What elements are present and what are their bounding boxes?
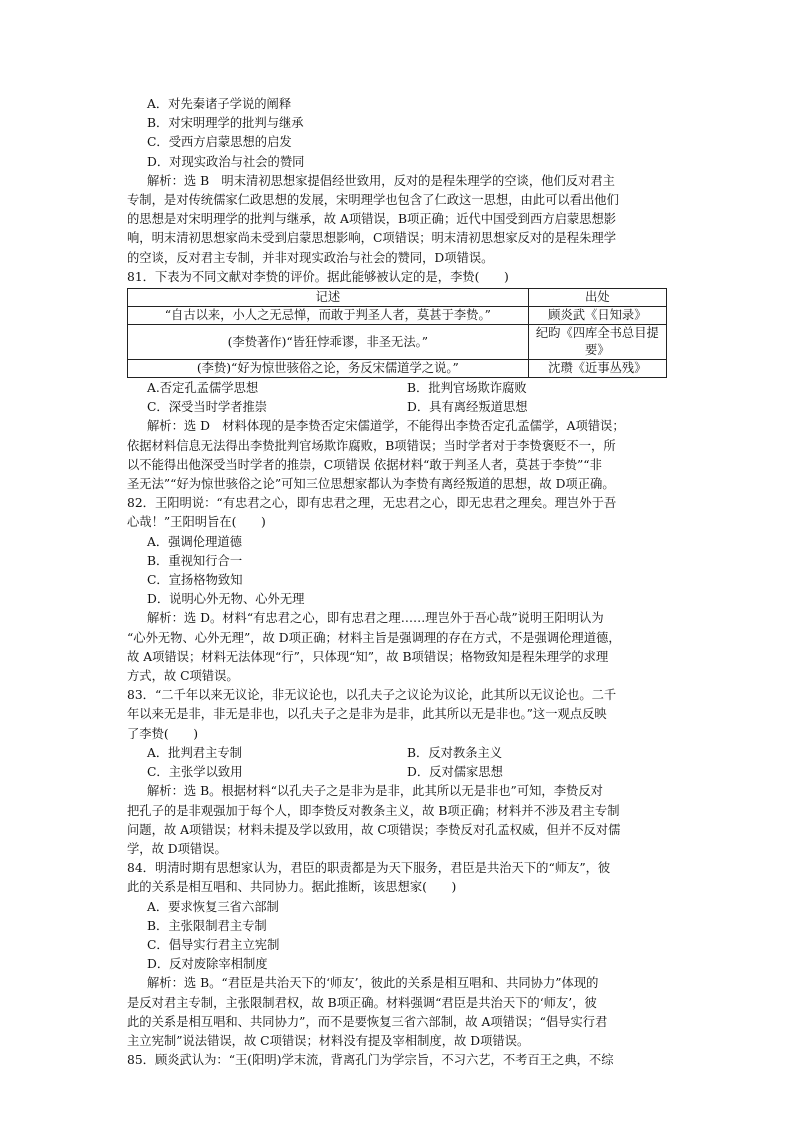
option-b: B．主张限制君主专制 <box>147 918 267 933</box>
analysis-line: 专制，是对传统儒家仁政思想的发展，宋明理学也包含了仁政这一思想，由此可以看出他们 <box>127 193 619 208</box>
question-stem: 年以来无是非，非无是非也，以孔夫子之是非为是非，此其所以无是非也。”这一观点反映 <box>127 707 607 722</box>
analysis-line: 问题，故 A项错误；材料未提及学以致用，故 C项错误；李贽反对孔孟权威，但并不反对儒 <box>127 822 621 837</box>
option-d: D．说明心外无物、心外无理 <box>147 592 305 607</box>
analysis-line: “心外无物、心外无理”，故 D项正确；材料主旨是强调理的存在方式，不是强调伦理道德， <box>127 630 621 645</box>
option-d: D．反对废除宰相制度 <box>147 957 268 972</box>
question-85 <box>127 1051 672 1070</box>
question-84 <box>127 859 672 1051</box>
analysis-line: 的思想是对宋明理学的批判与继承，故 A项错误，B项正确；近代中国受到西方启蒙思想影 <box>127 212 617 227</box>
analysis-line: 解析：选 D。材料“有忠君之心，即有忠君之理……理岂外于吾心哉”说明王阳明认为 <box>147 611 604 626</box>
option-c: C．倡导实行君主立宪制 <box>147 937 280 952</box>
evaluation-table <box>127 288 667 378</box>
option-a: A．强调伦理道德 <box>147 534 242 549</box>
question-stem: 81．下表为不同文献对李贽的评价。据此能够被认定的是，李贽( ) <box>127 269 509 284</box>
table-cell-record: “自古以来，小人之无忌惮，而敢于判圣人者，莫甚于李贽。” <box>128 307 529 325</box>
table-header-record: 记述 <box>128 289 529 307</box>
analysis-line: 解析：选 D 材料体现的是李贽否定宋儒道学，不能得出李贽否定孔孟儒学，A项错误； <box>147 419 625 434</box>
option-c: C．深受当时学者推崇 <box>147 400 268 415</box>
options-row <box>127 744 672 763</box>
table-header-source: 出处 <box>528 289 666 307</box>
analysis-line: 是反对君主专制，主张限制君权，故 B项正确。材料强调“君臣是共治天下的‘师友’，彼 <box>127 995 597 1010</box>
question-stem: 85．顾炎武认为：“王(阳明)学末流，背离孔门为学宗旨，不习六艺，不考百王之典，不综 <box>127 1053 614 1068</box>
question-stem: 84．明清时期有思想家认为，君臣的职责都是为天下服务，君臣是共治天下的“师友”，彼 <box>127 861 611 876</box>
question-82 <box>127 494 672 686</box>
option-c: C．宣扬格物致知 <box>147 573 243 588</box>
table-cell-record: (李贽)“好为惊世骇俗之论，务反宋儒道学之说。” <box>128 360 529 378</box>
option-d: D．反对儒家思想 <box>407 765 503 780</box>
analysis-line: 解析：选 B 明末清初思想家提倡经世致用，反对的是程朱理学的空谈，他们反对君主 <box>147 173 615 188</box>
option-a: A．要求恢复三省六部制 <box>147 899 279 914</box>
analysis-line: 方式，故 C项错误。 <box>127 669 239 684</box>
question-83 <box>127 686 672 859</box>
analysis-line: 解析：选 B。“君臣是共治天下的‘师友’，彼此的关系是相互唱和、共同协力”体现的 <box>147 976 599 991</box>
question-stem: 此的关系是相互唱和、共同协力。据此推断，该思想家( ) <box>127 880 457 895</box>
analysis-line: 把孔子的是非观强加于每个人，即李贽反对教条主义，故 B项正确；材料并不涉及君主专制 <box>127 803 620 818</box>
option-a: A．对先秦诸子学说的阐释 <box>147 97 292 111</box>
option-b: B．重视知行合一 <box>147 553 243 568</box>
options-row <box>127 398 672 417</box>
analysis-line: 响，明末清初思想家尚未受到启蒙思想影响，C项错误；明末清初思想家反对的是程朱理学 <box>127 231 616 246</box>
options-row <box>127 763 672 782</box>
option-c: C．主张学以致用 <box>147 765 243 780</box>
question-80 <box>127 95 672 268</box>
option-b: B．反对教条主义 <box>407 745 503 760</box>
table-row <box>128 307 667 325</box>
table-cell-record: (李贽著作)“皆狂悖乖谬，非圣无法。” <box>128 325 529 360</box>
analysis-line: 解析：选 B。根据材料“以孔夫子之是非为是非，此其所以无是非也”可知，李贽反对 <box>147 784 603 799</box>
analysis-line: 以不能得出他深受当时学者的推崇，C项错误 依据材料“敢于判圣人者，莫甚于李贽”“非 <box>127 457 602 472</box>
option-a: A．批判君主专制 <box>147 745 242 760</box>
options-row <box>127 379 672 398</box>
table-row <box>128 360 667 378</box>
option-b: B．对宋明理学的批判与继承 <box>147 116 304 131</box>
question-stem: 83．“二千年以来无议论，非无议论也，以孔夫子之议论为议论，此其所以无议论也。二千 <box>127 688 617 703</box>
option-a: A.否定孔孟儒学思想 <box>147 381 259 396</box>
question-stem: 了李贽( ) <box>127 726 199 741</box>
analysis-line: 圣无法”“好为惊世骇俗之论”可知三位思想家都认为李贽有离经叛道的思想，故 D项正确。 <box>127 477 615 492</box>
question-stem: 心哉！”王阳明旨在( ) <box>127 515 266 530</box>
table-header-row <box>128 289 667 307</box>
table-cell-source: 沈瓒《近事丛残》 <box>528 360 666 378</box>
analysis-line: 学，故 D项错误。 <box>127 841 227 856</box>
table-cell-source: 纪昀《四库全书总目提要》 <box>528 325 666 360</box>
analysis-line: 依据材料信息无法得出李贽批判官场欺诈腐败，B项错误；当时学者对于李贽褒贬不一，所 <box>127 438 616 453</box>
analysis-line: 主立宪制”说法错误，故 C项错误；材料没有提及宰相制度，故 D项错误。 <box>127 1033 530 1048</box>
option-c: C．受西方启蒙思想的启发 <box>147 135 292 150</box>
option-b: B．批判官场欺诈腐败 <box>407 381 527 396</box>
analysis-line: 故 A项错误；材料无法体现“行”，只体现“知”，故 B项错误；格物致知是程朱理学的求理 <box>127 649 609 664</box>
option-d: D．具有离经叛道思想 <box>407 400 528 415</box>
table-row <box>128 325 667 360</box>
analysis-line: 此的关系是相互唱和、共同协力”，而不是要恢复三省六部制，故 A项错误；“倡导实行君 <box>127 1014 608 1029</box>
question-stem: 82．王阳明说：“有忠君之心，即有忠君之理，无忠君之心，即无忠君之理矣。理岂外于吾 <box>127 496 617 511</box>
question-81 <box>127 268 672 494</box>
table-cell-source: 顾炎武《日知录》 <box>528 307 666 325</box>
option-d: D．对现实政治与社会的赞同 <box>147 154 305 169</box>
analysis-line: 的空谈，反对君主专制，并非对现实政治与社会的赞同，D项错误。 <box>127 250 494 265</box>
